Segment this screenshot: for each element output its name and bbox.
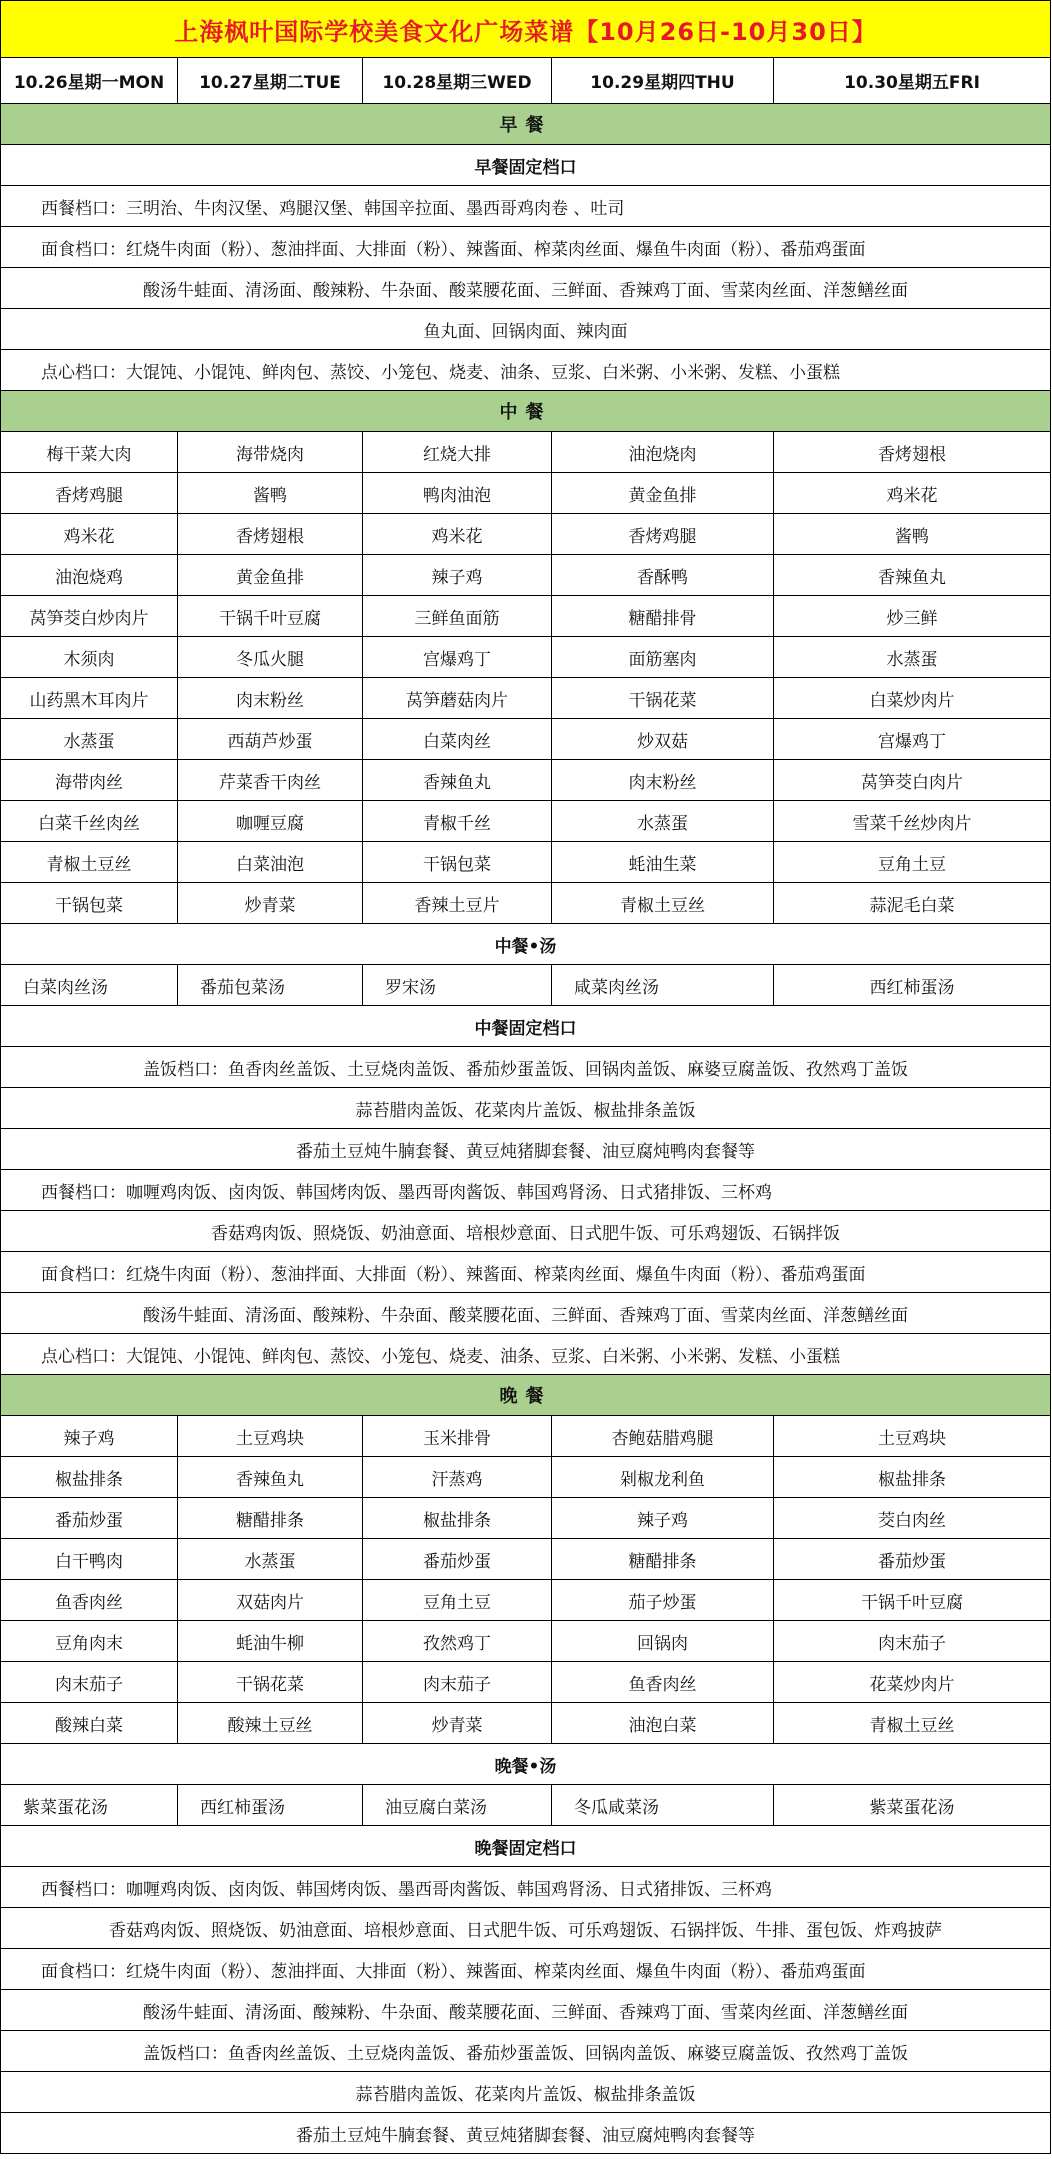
breakfast-fixed-title: 早餐固定档口 <box>1 145 1051 185</box>
lunch-dish-tue: 芹菜香干肉丝 <box>178 760 363 800</box>
lunch-dish-tue: 冬瓜火腿 <box>178 637 363 677</box>
lunch-dish-thu: 干锅花菜 <box>552 678 774 718</box>
dinner-dish-thu: 油泡白菜 <box>552 1703 774 1743</box>
day-header-thu: 10.29星期四THU <box>552 58 774 103</box>
dinner-line <box>1 1990 1051 2031</box>
lunch-dish-wed: 鸡米花 <box>363 514 552 554</box>
lunch-dish-fri: 宫爆鸡丁 <box>774 719 1051 759</box>
lunch-soup-mon: 白菜肉丝汤 <box>1 965 178 1005</box>
lunch-dish-grid <box>1 432 1051 924</box>
dinner-line <box>1 1908 1051 1949</box>
day-header-fri: 10.30星期五FRI <box>774 58 1051 103</box>
lunch-dish-wed: 红烧大排 <box>363 432 552 472</box>
lunch-dish-wed: 青椒千丝 <box>363 801 552 841</box>
lunch-dish-mon: 香烤鸡腿 <box>1 473 178 513</box>
lunch-dish-fri: 炒三鲜 <box>774 596 1051 636</box>
lunch-section-header <box>1 391 1051 432</box>
lunch-dish-tue: 肉末粉丝 <box>178 678 363 718</box>
lunch-dish-row <box>1 432 1051 473</box>
breakfast-section-title: 早餐 <box>1 104 1051 144</box>
lunch-dish-thu: 蚝油生菜 <box>552 842 774 882</box>
day-header-tue: 10.27星期二TUE <box>178 58 363 103</box>
dinner-fixed-lines <box>1 1867 1051 2154</box>
dinner-dish-mon: 鱼香肉丝 <box>1 1580 178 1620</box>
lunch-line-text: 番茄土豆炖牛腩套餐、黄豆炖猪脚套餐、油豆腐炖鸭肉套餐等 <box>1 1129 1051 1169</box>
lunch-line <box>1 1047 1051 1088</box>
lunch-dish-row <box>1 637 1051 678</box>
breakfast-line <box>1 186 1051 227</box>
lunch-dish-fri: 豆角土豆 <box>774 842 1051 882</box>
dinner-dish-fri: 茭白肉丝 <box>774 1498 1051 1538</box>
lunch-dish-row <box>1 514 1051 555</box>
day-header-row <box>1 58 1051 104</box>
lunch-soup-wed: 罗宋汤 <box>363 965 552 1005</box>
lunch-dish-tue: 酱鸭 <box>178 473 363 513</box>
lunch-dish-mon: 油泡烧鸡 <box>1 555 178 595</box>
dinner-line-text: 蒜苔腊肉盖饭、花菜肉片盖饭、椒盐排条盖饭 <box>1 2072 1051 2112</box>
breakfast-line <box>1 309 1051 350</box>
dinner-dish-wed: 玉米排骨 <box>363 1416 552 1456</box>
dinner-dish-tue: 双菇肉片 <box>178 1580 363 1620</box>
dinner-dish-mon: 番茄炒蛋 <box>1 1498 178 1538</box>
lunch-dish-fri: 莴笋茭白肉片 <box>774 760 1051 800</box>
breakfast-line-text: 面食档口：红烧牛肉面（粉）、葱油拌面、大排面（粉）、辣酱面、榨菜肉丝面、爆鱼牛肉面（粉）、番茄鸡蛋面 <box>1 227 1051 267</box>
dinner-soup-wed: 油豆腐白菜汤 <box>363 1785 552 1825</box>
lunch-dish-fri: 蒜泥毛白菜 <box>774 883 1051 923</box>
lunch-line-text: 面食档口：红烧牛肉面（粉）、葱油拌面、大排面（粉）、辣酱面、榨菜肉丝面、爆鱼牛肉面（粉）、番茄鸡蛋面 <box>1 1252 1051 1292</box>
lunch-dish-wed: 香辣土豆片 <box>363 883 552 923</box>
dinner-dish-tue: 水蒸蛋 <box>178 1539 363 1579</box>
lunch-dish-row <box>1 883 1051 924</box>
dinner-line <box>1 2072 1051 2113</box>
lunch-line <box>1 1211 1051 1252</box>
lunch-line-text: 点心档口：大馄饨、小馄饨、鲜肉包、蒸饺、小笼包、烧麦、油条、豆浆、白米粥、小米粥、发糕、小蛋糕 <box>1 1334 1051 1374</box>
dinner-dish-thu: 回锅肉 <box>552 1621 774 1661</box>
lunch-soup-header <box>1 924 1051 965</box>
dinner-section-header <box>1 1375 1051 1416</box>
lunch-line <box>1 1170 1051 1211</box>
lunch-dish-thu: 青椒土豆丝 <box>552 883 774 923</box>
lunch-dish-thu: 糖醋排骨 <box>552 596 774 636</box>
lunch-dish-wed: 三鲜鱼面筋 <box>363 596 552 636</box>
lunch-dish-wed: 宫爆鸡丁 <box>363 637 552 677</box>
dinner-section-title: 晚餐 <box>1 1375 1051 1415</box>
breakfast-line-text: 点心档口：大馄饨、小馄饨、鲜肉包、蒸饺、小笼包、烧麦、油条、豆浆、白米粥、小米粥、发糕、小蛋糕 <box>1 350 1051 390</box>
dinner-fixed-header <box>1 1826 1051 1867</box>
dinner-dish-row <box>1 1457 1051 1498</box>
lunch-line <box>1 1334 1051 1375</box>
lunch-dish-row <box>1 842 1051 883</box>
lunch-soup-fri: 西红柿蛋汤 <box>774 965 1051 1005</box>
dinner-dish-tue: 蚝油牛柳 <box>178 1621 363 1661</box>
lunch-dish-thu: 水蒸蛋 <box>552 801 774 841</box>
lunch-soup-thu: 咸菜肉丝汤 <box>552 965 774 1005</box>
lunch-dish-thu: 黄金鱼排 <box>552 473 774 513</box>
dinner-dish-wed: 汗蒸鸡 <box>363 1457 552 1497</box>
dinner-line <box>1 2031 1051 2072</box>
dinner-dish-mon: 酸辣白菜 <box>1 1703 178 1743</box>
breakfast-line <box>1 350 1051 391</box>
lunch-fixed-header <box>1 1006 1051 1047</box>
lunch-dish-thu: 炒双菇 <box>552 719 774 759</box>
lunch-line <box>1 1129 1051 1170</box>
lunch-dish-thu: 面筋塞肉 <box>552 637 774 677</box>
lunch-dish-tue: 西葫芦炒蛋 <box>178 719 363 759</box>
lunch-dish-wed: 香辣鱼丸 <box>363 760 552 800</box>
lunch-dish-mon: 莴笋茭白炒肉片 <box>1 596 178 636</box>
dinner-dish-tue: 香辣鱼丸 <box>178 1457 363 1497</box>
lunch-dish-mon: 白菜千丝肉丝 <box>1 801 178 841</box>
dinner-dish-fri: 花菜炒肉片 <box>774 1662 1051 1702</box>
dinner-soup-row <box>1 1785 1051 1826</box>
breakfast-fixed-header <box>1 145 1051 186</box>
dinner-dish-mon: 肉末茄子 <box>1 1662 178 1702</box>
lunch-dish-thu: 肉末粉丝 <box>552 760 774 800</box>
lunch-soup-title: 中餐•汤 <box>1 924 1051 964</box>
dinner-dish-fri: 土豆鸡块 <box>774 1416 1051 1456</box>
dinner-dish-wed: 孜然鸡丁 <box>363 1621 552 1661</box>
lunch-dish-row <box>1 801 1051 842</box>
lunch-dish-row <box>1 596 1051 637</box>
lunch-dish-fri: 香烤翅根 <box>774 432 1051 472</box>
dinner-dish-thu: 茄子炒蛋 <box>552 1580 774 1620</box>
lunch-dish-mon: 鸡米花 <box>1 514 178 554</box>
dinner-dish-mon: 辣子鸡 <box>1 1416 178 1456</box>
lunch-dish-tue: 干锅千叶豆腐 <box>178 596 363 636</box>
lunch-dish-wed: 辣子鸡 <box>363 555 552 595</box>
dinner-dish-row <box>1 1498 1051 1539</box>
lunch-dish-fri: 酱鸭 <box>774 514 1051 554</box>
dinner-line <box>1 1949 1051 1990</box>
lunch-dish-wed: 鸭肉油泡 <box>363 473 552 513</box>
lunch-line-text: 香菇鸡肉饭、照烧饭、奶油意面、培根炒意面、日式肥牛饭、可乐鸡翅饭、石锅拌饭 <box>1 1211 1051 1251</box>
dinner-fixed-title: 晚餐固定档口 <box>1 1826 1051 1866</box>
dinner-dish-row <box>1 1621 1051 1662</box>
lunch-dish-mon: 海带肉丝 <box>1 760 178 800</box>
lunch-dish-wed: 干锅包菜 <box>363 842 552 882</box>
breakfast-line-text: 酸汤牛蛙面、清汤面、酸辣粉、牛杂面、酸菜腰花面、三鲜面、香辣鸡丁面、雪菜肉丝面、洋葱鳝丝面 <box>1 268 1051 308</box>
lunch-dish-mon: 山药黑木耳肉片 <box>1 678 178 718</box>
lunch-dish-mon: 水蒸蛋 <box>1 719 178 759</box>
lunch-line-text: 盖饭档口：鱼香肉丝盖饭、土豆烧肉盖饭、番茄炒蛋盖饭、回锅肉盖饭、麻婆豆腐盖饭、孜然鸡丁盖饭 <box>1 1047 1051 1087</box>
lunch-fixed-lines <box>1 1047 1051 1375</box>
dinner-soup-header <box>1 1744 1051 1785</box>
dinner-line-text: 番茄土豆炖牛腩套餐、黄豆炖猪脚套餐、油豆腐炖鸭肉套餐等 <box>1 2113 1051 2153</box>
lunch-dish-tue: 海带烧肉 <box>178 432 363 472</box>
lunch-dish-row <box>1 719 1051 760</box>
lunch-dish-fri: 水蒸蛋 <box>774 637 1051 677</box>
lunch-line-text: 酸汤牛蛙面、清汤面、酸辣粉、牛杂面、酸菜腰花面、三鲜面、香辣鸡丁面、雪菜肉丝面、洋葱鳝丝面 <box>1 1293 1051 1333</box>
dinner-dish-wed: 豆角土豆 <box>363 1580 552 1620</box>
dinner-dish-fri: 青椒土豆丝 <box>774 1703 1051 1743</box>
dinner-dish-thu: 鱼香肉丝 <box>552 1662 774 1702</box>
day-header-wed: 10.28星期三WED <box>363 58 552 103</box>
dinner-dish-fri: 干锅千叶豆腐 <box>774 1580 1051 1620</box>
dinner-dish-mon: 豆角肉末 <box>1 1621 178 1661</box>
lunch-line-text: 西餐档口：咖喱鸡肉饭、卤肉饭、韩国烤肉饭、墨西哥肉酱饭、韩国鸡肾汤、日式猪排饭、三杯鸡 <box>1 1170 1051 1210</box>
lunch-dish-row <box>1 473 1051 514</box>
dinner-dish-mon: 椒盐排条 <box>1 1457 178 1497</box>
day-header-mon: 10.26星期一MON <box>1 58 178 103</box>
dinner-line <box>1 2113 1051 2154</box>
lunch-dish-thu: 香酥鸭 <box>552 555 774 595</box>
dinner-dish-tue: 糖醋排条 <box>178 1498 363 1538</box>
dinner-dish-row <box>1 1662 1051 1703</box>
dinner-line-text: 盖饭档口：鱼香肉丝盖饭、土豆烧肉盖饭、番茄炒蛋盖饭、回锅肉盖饭、麻婆豆腐盖饭、孜然鸡丁盖饭 <box>1 2031 1051 2071</box>
lunch-dish-thu: 油泡烧肉 <box>552 432 774 472</box>
lunch-dish-tue: 炒青菜 <box>178 883 363 923</box>
dinner-dish-thu: 剁椒龙利鱼 <box>552 1457 774 1497</box>
lunch-dish-row <box>1 760 1051 801</box>
dinner-line-text: 西餐档口：咖喱鸡肉饭、卤肉饭、韩国烤肉饭、墨西哥肉酱饭、韩国鸡肾汤、日式猪排饭、三杯鸡 <box>1 1867 1051 1907</box>
lunch-dish-row <box>1 555 1051 596</box>
dinner-dish-wed: 炒青菜 <box>363 1703 552 1743</box>
dinner-dish-tue: 土豆鸡块 <box>178 1416 363 1456</box>
dinner-dish-row <box>1 1539 1051 1580</box>
lunch-dish-wed: 白菜肉丝 <box>363 719 552 759</box>
dinner-dish-grid <box>1 1416 1051 1744</box>
lunch-dish-wed: 莴笋蘑菇肉片 <box>363 678 552 718</box>
dinner-dish-row <box>1 1703 1051 1744</box>
dinner-dish-fri: 番茄炒蛋 <box>774 1539 1051 1579</box>
title-row <box>1 1 1051 58</box>
lunch-dish-fri: 香辣鱼丸 <box>774 555 1051 595</box>
lunch-dish-row <box>1 678 1051 719</box>
dinner-dish-tue: 干锅花菜 <box>178 1662 363 1702</box>
dinner-line-text: 面食档口：红烧牛肉面（粉）、葱油拌面、大排面（粉）、辣酱面、榨菜肉丝面、爆鱼牛肉面（粉）、番茄鸡蛋面 <box>1 1949 1051 1989</box>
breakfast-section-header <box>1 104 1051 145</box>
dinner-soup-thu: 冬瓜咸菜汤 <box>552 1785 774 1825</box>
breakfast-line <box>1 227 1051 268</box>
lunch-dish-fri: 雪菜千丝炒肉片 <box>774 801 1051 841</box>
dinner-dish-row <box>1 1580 1051 1621</box>
dinner-soup-mon: 紫菜蛋花汤 <box>1 1785 178 1825</box>
dinner-soup-title: 晚餐•汤 <box>1 1744 1051 1784</box>
dinner-dish-mon: 白干鸭肉 <box>1 1539 178 1579</box>
lunch-dish-fri: 鸡米花 <box>774 473 1051 513</box>
breakfast-line <box>1 268 1051 309</box>
lunch-dish-mon: 木须肉 <box>1 637 178 677</box>
dinner-line-text: 酸汤牛蛙面、清汤面、酸辣粉、牛杂面、酸菜腰花面、三鲜面、香辣鸡丁面、雪菜肉丝面、洋葱鳝丝面 <box>1 1990 1051 2030</box>
dinner-dish-wed: 椒盐排条 <box>363 1498 552 1538</box>
dinner-dish-wed: 番茄炒蛋 <box>363 1539 552 1579</box>
lunch-line <box>1 1252 1051 1293</box>
lunch-dish-tue: 咖喱豆腐 <box>178 801 363 841</box>
dinner-line <box>1 1867 1051 1908</box>
lunch-dish-thu: 香烤鸡腿 <box>552 514 774 554</box>
lunch-dish-mon: 干锅包菜 <box>1 883 178 923</box>
lunch-dish-mon: 青椒土豆丝 <box>1 842 178 882</box>
dinner-dish-row <box>1 1416 1051 1457</box>
dinner-dish-fri: 椒盐排条 <box>774 1457 1051 1497</box>
lunch-dish-tue: 白菜油泡 <box>178 842 363 882</box>
lunch-dish-tue: 黄金鱼排 <box>178 555 363 595</box>
lunch-soup-tue: 番茄包菜汤 <box>178 965 363 1005</box>
lunch-soup-row <box>1 965 1051 1006</box>
dinner-line-text: 香菇鸡肉饭、照烧饭、奶油意面、培根炒意面、日式肥牛饭、可乐鸡翅饭、石锅拌饭、牛排、蛋包饭、炸鸡披萨 <box>1 1908 1051 1948</box>
dinner-dish-thu: 糖醋排条 <box>552 1539 774 1579</box>
breakfast-line-text: 西餐档口：三明治、牛肉汉堡、鸡腿汉堡、韩国辛拉面、墨西哥鸡肉卷 、吐司 <box>1 186 1051 226</box>
menu-title: 上海枫叶国际学校美食文化广场菜谱【10月26日-10月30日】 <box>1 1 1051 57</box>
dinner-dish-fri: 肉末茄子 <box>774 1621 1051 1661</box>
dinner-soup-tue: 西红柿蛋汤 <box>178 1785 363 1825</box>
dinner-dish-thu: 辣子鸡 <box>552 1498 774 1538</box>
dinner-soup-fri: 紫菜蛋花汤 <box>774 1785 1051 1825</box>
dinner-dish-thu: 杏鲍菇腊鸡腿 <box>552 1416 774 1456</box>
lunch-dish-tue: 香烤翅根 <box>178 514 363 554</box>
lunch-line <box>1 1088 1051 1129</box>
lunch-line <box>1 1293 1051 1334</box>
dinner-dish-tue: 酸辣土豆丝 <box>178 1703 363 1743</box>
lunch-dish-fri: 白菜炒肉片 <box>774 678 1051 718</box>
breakfast-line-text: 鱼丸面、回锅肉面、辣肉面 <box>1 309 1051 349</box>
lunch-section-title: 中餐 <box>1 391 1051 431</box>
dinner-dish-wed: 肉末茄子 <box>363 1662 552 1702</box>
lunch-line-text: 蒜苔腊肉盖饭、花菜肉片盖饭、椒盐排条盖饭 <box>1 1088 1051 1128</box>
lunch-fixed-title: 中餐固定档口 <box>1 1006 1051 1046</box>
lunch-dish-mon: 梅干菜大肉 <box>1 432 178 472</box>
